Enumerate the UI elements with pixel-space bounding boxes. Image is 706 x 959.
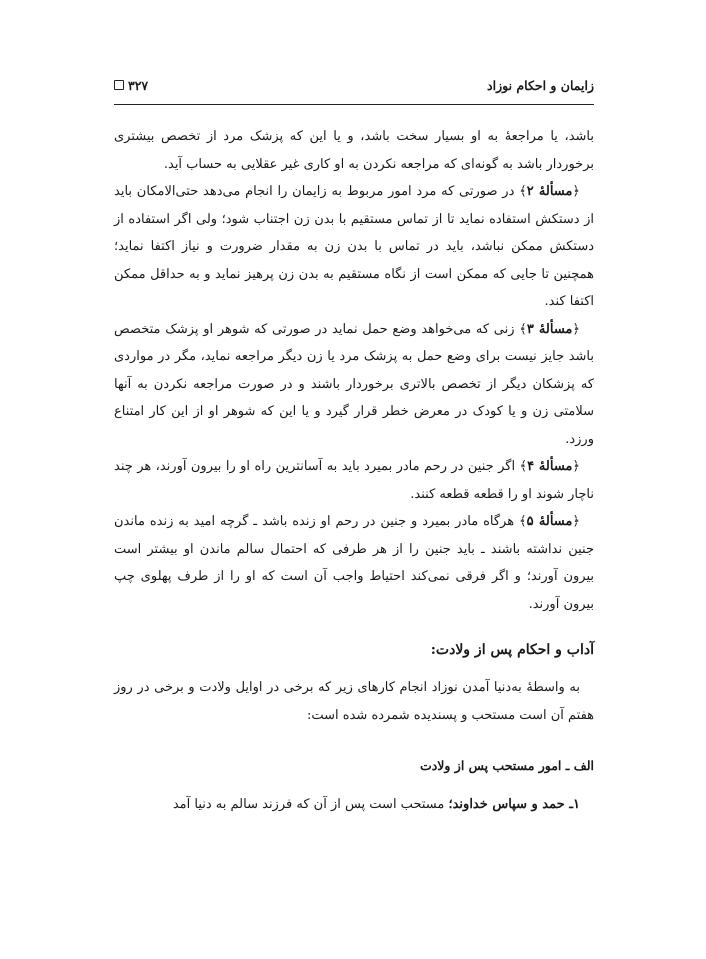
masale-text: اگر جنین در رحم مادر بمیرد باید به آسانترین راه او را بیرون آورند، هر چند ناچار شوند او را قطعه قطعه کنند. [114, 459, 594, 502]
running-header [114, 72, 594, 105]
section-heading: آداب و احکام پس از ولادت: [430, 642, 594, 658]
masale-text: در صورتی که مرد امور مربوط به زایمان را انجام می‌دهد حتی‌الامکان باید از دستکش استفاده نماید تا از تماس مستقیم با بدن زن اجتناب شود؛ ولی اگر استفاده از دستکش ممکن نباشد، باید در تماس با بدن زن به مقدار ضرورت و نیاز اکتفا نماید؛ همچنین تا جایی که ممکن است از نگاه مستقیم به بدن زن پرهیز نماید و به حداقل ممکن اکتفا کند. [114, 184, 594, 309]
list-item [114, 791, 594, 819]
running-title: زایمان و احکام نوزاد [487, 77, 594, 93]
masale-text: زنی که می‌خواهد وضع حمل نماید در صورتی که شوهر او پزشک متخصص باشد جایز نیست برای وضع حمل به پزشک مرد یا زن دیگر مراجعه نماید، مگر در مواردی که پزشکان دیگر از تخصص بالاتری برخوردار باشند و در صورت مراجعه نکردن به آنها سلامتی زن و یا کودک در معرض خطر قرار گیرد و یا این که شوهر او از این کار امتناع ورزد. [114, 321, 594, 447]
masale-label: مسألهٔ ۲ [526, 184, 573, 199]
item-label: ۱ـ حمد و سپاس خداوند؛ [448, 797, 580, 812]
section-intro: به واسطهٔ به‌دنیا آمدن نوزاد انجام کارهای زیر که برخی در اوایل ولادت و برخی در روز هفتم آن است مستحب و پسندیده شمرده شده است: [114, 680, 594, 723]
subsection-heading: الف ـ امور مستحب پس از ولادت [419, 758, 594, 773]
item-text: مستحب است پس از آن که فرزند سالم به دنیا آمد [172, 797, 445, 812]
masale-label: مسألهٔ ۳ [526, 321, 573, 337]
masale-3: ﴿مسألهٔ ۳﴾ زنی که می‌خواهد وضع حمل نماید در صورتی که شوهر او پزشک متخصص باشد جایز نیست برای وضع حمل به پزشک مرد یا زن دیگر مراجعه نماید، مگر در مواردی که پزشکان دیگر از تخصص بالاتری برخوردار باشند و در صورت مراجعه نکردن به آنها سلامتی زن و یا کودک در معرض خطر قرار گیرد و یا این که شوهر او از این کار امتناع ورزد. [114, 321, 594, 447]
masale-text: هرگاه مادر بمیرد و جنین در رحم او زنده باشد ـ گرچه امید به زنده ماندن جنین نداشته باشند ـ باید جنین را از هر طرفی که احتمال سالم ماندن او بیشتر است بیرون آورند؛ و اگر فرقی نمی‌کند احتیاط واجب آن است که او را از طرف پهلوی چپ بیرون آورند. [114, 514, 594, 612]
masale-2: ﴿مسألهٔ ۲﴾ در صورتی که مرد امور مربوط به زایمان را انجام می‌دهد حتی‌الامکان باید از دستکش استفاده نماید تا از تماس مستقیم با بدن زن اجتناب شود؛ ولی اگر استفاده از دستکش ممکن نباشد، باید در تماس با بدن زن به مقدار ضرورت و نیاز اکتفا نماید؛ همچنین تا جایی که ممکن است از نگاه مستقیم به بدن زن پرهیز نماید و به حداقل ممکن اکتفا کند. [114, 184, 594, 309]
page-number: ۳۲۷ [128, 77, 149, 93]
page-content [114, 123, 594, 819]
masale-5: ﴿مسألهٔ ۵﴾ هرگاه مادر بمیرد و جنین در رحم او زنده باشد ـ گرچه امید به زنده ماندن جنین نداشته باشند ـ باید جنین را از هر طرفی که احتمال سالم ماندن او بیشتر است بیرون آورند؛ و اگر فرقی نمی‌کند احتیاط واجب آن است که او را از طرف پهلوی چپ بیرون آورند. [114, 514, 594, 612]
square-icon [114, 80, 124, 90]
paragraph-continuation: باشد، یا مراجعهٔ به او بسیار سخت باشد، و یا این که پزشک مرد از تخصص بیشتری برخوردار باشد به گونه‌ای که مراجعه نکردن به او کاری غیر عقلایی به حساب آید. [114, 129, 594, 172]
masale-label: مسألهٔ ۴ [527, 459, 573, 474]
masale-label: مسألهٔ ۵ [526, 514, 573, 529]
masale-4: ﴿مسألهٔ ۴﴾ اگر جنین در رحم مادر بمیرد باید به آسانترین راه او را بیرون آورند، هر چند ناچار شوند او را قطعه قطعه کنند. [114, 459, 594, 502]
document-page [114, 72, 594, 819]
page-number-group [114, 78, 148, 93]
